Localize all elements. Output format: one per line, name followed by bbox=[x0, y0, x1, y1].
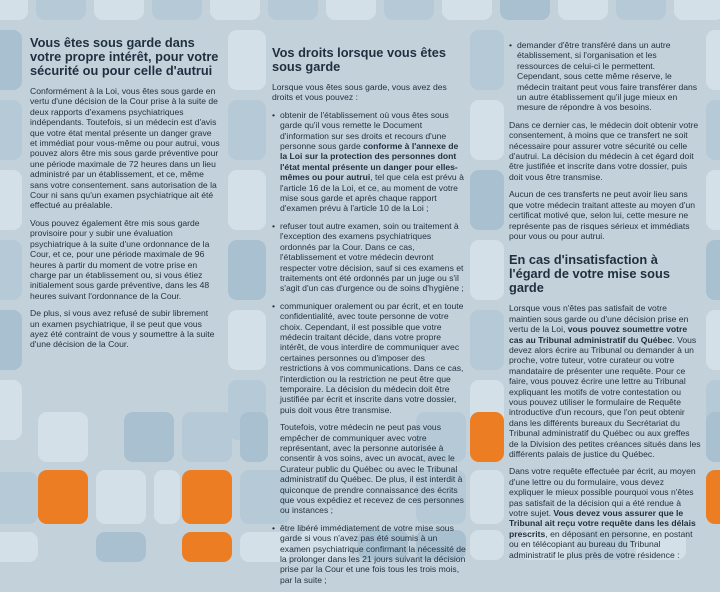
list-item-immediate-release: • être libéré immédiatement de votre mise sous garde si vous n'avez pas été soumis à un examen psychiatrique confirmant la nécessité de la prolonger dans les 21 jours suivant la décision prise par la Cour et une fois tous les trois mois, par la suite ; bbox=[272, 523, 467, 585]
paragraph-custody-explanation: Conformément à la Loi, vous êtes sous garde en vertu d'une décision de la Cour prise à la suite de deux rapports d'examens psychiatriques indépendants. Toutefois, si un médecin est d'avis que votre état mental présente un danger grave et immédiat pour vous-même ou pour autrui, vous pouvez alors être mis sous garde préventive pour une période maximale de 72 heures dans un lieu administré par un établissement, et ce, même sans votre consentement. sans autorisation de la Cour ni sans qu'un examen psychiatrique ait été effectué au préalable. bbox=[30, 86, 220, 211]
paragraph-transfer-consent: Dans ce dernier cas, le médecin doit obtenir votre consentement, à moins que ce transfert ne soit nécessaire pour assurer votre sécurité ou celle d'autrui. La décision du médecin à cet égard doit être justifiée et inscrite dans votre dossier, puis doit vous être transmise. bbox=[509, 119, 699, 182]
column-right bbox=[509, 40, 701, 567]
rights-list-continued bbox=[272, 523, 467, 585]
paragraph-provisional-custody: Vous pouvez également être mis sous garde provisoire pour y subir une évaluation psychiatrique à la suite d'une ordonnance de la Cour, et ce, pour une période maximale de 96 heures à partir du moment de votre prise en charge par un établissement ou, si vous étiez initialement sous garde préventive, dans les 48 heures suivant l'ordonnance de la Cour. bbox=[30, 217, 210, 301]
paragraph-tribunal-appeal: Lorsque vous n'êtes pas satisfait de votre maintien sous garde ou d'une décision prise en vertu de la Loi, vous pouvez soumettre votre cas au Tribunal administratif du Québec. Vous devez alors écrire au Tribunal ou demander à un proche, votre tuteur, votre curateur ou votre mandataire de présenter une requête. Pour ce faire, vous pouvez écrire une lettre au Tribunal expliquant les motifs de votre contestation ou vous pouvez utiliser le formulaire de Requête introductive d'un recours, que l'on peut obtenir dans les différents bureaux du Secrétariat du Tribunal administratif du Québec ou aux greffes de la Division des petites créances situés dans les différents palais de justice du Québec. bbox=[509, 303, 701, 459]
paragraph-request-deadline: Dans votre requête effectuée par écrit, au moyen d'une lettre ou du formulaire, vous devez expliquer le mieux possible pourquoi vous n'êtes pas satisfait de la décision qui a été rendue à votre sujet. Vous devez vous assurer que le Tribunal ait reçu votre requête dans les délais prescrits, en déposant en personne, en postant ou en télécopiant au bureau du Tribunal administratif le plus près de votre résidence : bbox=[509, 466, 696, 560]
paragraph-transfer-certificate: Aucun de ces transferts ne peut avoir lieu sans que votre médecin traitant atteste au moyen d'un certificat motivé que, selon lui, cette mesure ne représente pas de risques sérieux et immédiats pour vous ou pour autrui. bbox=[509, 189, 696, 241]
list-item-communicate: • communiquer oralement ou par écrit, et en toute confidentialité, avec toute personne de votre choix. Cependant, il est possible que votre médecin traitant décide, dans votre propre intérêt, de vous interdire de communiquer avec certaines personnes ou d'imposer des restrictions à vos communications. Dans ce cas, l'interdiction ou la restriction ne peut être que temporaire. La décision du médecin doit être justifiée par écrit et inscrite dans votre dossier, puis doit vous être transmise. bbox=[272, 301, 467, 415]
paragraph-rights-intro: Lorsque vous êtes sous garde, vous avez des droits et vous pouvez : bbox=[272, 82, 447, 103]
paragraph-communication-exceptions: Toutefois, votre médecin ne peut pas vous empêcher de communiquer avec votre représentant, avec la personne autorisée à consentir à vos soins, avec un avocat, avec le Curateur public du Québec ou avec le Tribunal administratif du Québec. De plus, il est interdit à quiconque de prendre connaissance des écrits que vous expédiez et recevez de ces personnes ou instances ; bbox=[280, 422, 464, 516]
list-item-request-transfer: • demander d'être transféré dans un autre établissement, si l'organisation et les ressources de celui-ci le permettent. Cependant, sous cette même réserve, le médecin traitant peut vous faire transférer dans un autre établissement qu'il juge mieux en mesure de répondre à vos besoins. bbox=[509, 40, 701, 113]
paragraph-psychiatric-exam-refusal: De plus, si vous avez refusé de subir librement un examen psychiatrique, il se peut que vous ayez été contraint de vous y soumettre à la suite d'une décision de la Cour. bbox=[30, 308, 215, 350]
rights-list bbox=[272, 110, 467, 415]
column-middle bbox=[272, 34, 467, 592]
heading-dissatisfaction: En cas d'insatisfaction à l'égard de votre mise sous garde bbox=[509, 252, 670, 296]
list-item-refuse-care: • refuser tout autre examen, soin ou traitement à l'exception des examens psychiatriques ordonnés par la Cour. Dans ce cas, l'établissement et votre médecin devront respecter votre décision, sauf si ces examens et traitements ont été ordonnés par un juge ou s'il s'agit d'un cas d'urgence ou de soins d'hygiène ; bbox=[272, 221, 467, 294]
column-left bbox=[30, 22, 220, 357]
list-item-information-document: • obtenir de l'établissement où vous êtes sous garde qu'il vous remette le Document d'information sur ses droits et recours d'une personne sous garde conforme à l'annexe de la Loi sur la protection des personnes dont l'état mental présente un danger pour elles-mêmes ou pour autrui, tel que cela est prévu à l'article 16 de la Loi, et ce, au moment de votre mise sous garde et après chaque rapport d'examen prévu à l'article 10 de la Loi ; bbox=[272, 110, 467, 214]
heading-your-rights: Vos droits lorsque vous êtes sous garde bbox=[272, 45, 446, 74]
heading-protective-custody: Vous êtes sous garde dans votre propre intérêt, pour votre sécurité ou pour celle d'autrui bbox=[30, 35, 219, 78]
rights-list-transfer bbox=[509, 40, 701, 113]
